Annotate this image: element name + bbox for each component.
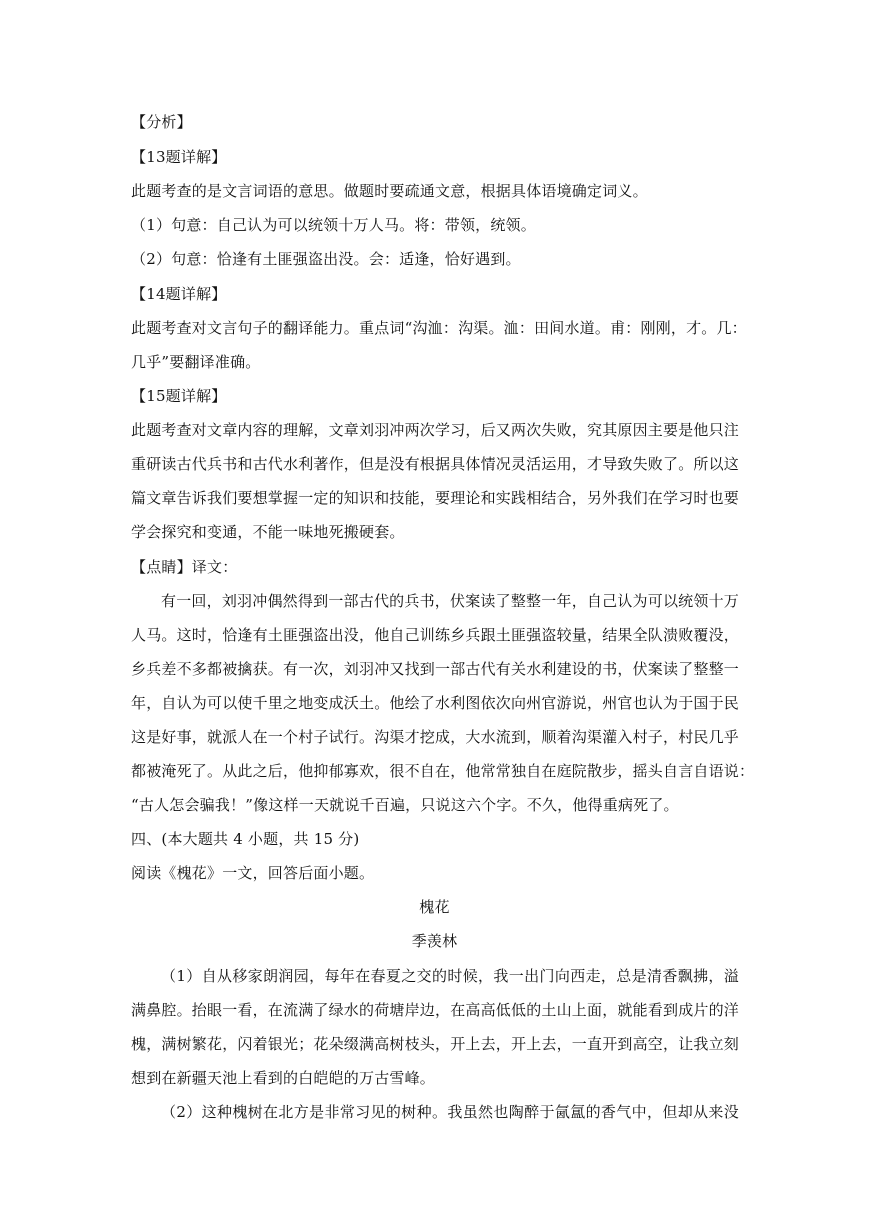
translation-line: 有一回，刘羽冲偶然得到一部古代的兵书，伏案读了整整一年，自己认为可以统领十万 xyxy=(161,592,739,610)
q14-line-1: 此题考查对文言句子的翻译能力。重点词“沟洫：沟渠。洫：田间水道。甫：刚刚，才。几： xyxy=(131,319,747,337)
article-para-1-line: 槐，满树繁花，闪着银光；花朵缀满高树枝头，开上去，开上去，一直开到高空，让我立刻 xyxy=(131,1035,740,1053)
q13-item-2: （2）句意：恰逢有土匪强盗出没。会：适逢，恰好遇到。 xyxy=(131,250,521,268)
article-para-1-line: （1）自从移家朗润园，每年在春夏之交的时候，我一出门向西走，总是清香飘拂，溢 xyxy=(161,967,739,985)
q15-line-2: 重研读古代兵书和古代水利著作，但是没有根据具体情况灵活运用，才导致失败了。所以这 xyxy=(131,455,740,473)
q15-line-3: 篇文章告诉我们要想掌握一定的知识和技能，要理论和实践相结合，另外我们在学习时也要 xyxy=(131,489,740,507)
translation-line: “古人怎会骗我！”像这样一天就说千百遍，只说这六个字。不久，他得重病死了。 xyxy=(131,796,679,814)
translation-heading: 【点睛】译文： xyxy=(131,558,238,576)
q13-heading: 【13题详解】 xyxy=(131,148,227,166)
section-4-heading: 四、(本大题共 4 小题，共 15 分) xyxy=(131,830,360,848)
article-para-1-line: 满鼻腔。抬眼一看，在流满了绿水的荷塘岸边，在高高低低的土山上面，就能看到成片的洋 xyxy=(131,1001,740,1019)
q15-line-4: 学会探究和变通，不能一味地死搬硬套。 xyxy=(131,523,405,541)
q14-line-2: 几乎”要翻译准确。 xyxy=(131,353,261,371)
translation-line: 人马。这时，恰逢有土匪强盗出没，他自己训练乡兵跟土匪强盗较量，结果全队溃败覆没， xyxy=(131,626,740,644)
article-para-1-line: 想到在新疆天池上看到的白皑皑的万古雪峰。 xyxy=(131,1069,436,1087)
article-title: 槐花 xyxy=(419,898,450,916)
translation-line: 年，自认为可以使千里之地变成沃土。他绘了水利图依次向州官游说，州官也认为于国于民 xyxy=(131,694,740,712)
q15-heading: 【15题详解】 xyxy=(131,387,227,405)
reading-instruction: 阅读《槐花》一文，回答后面小题。 xyxy=(131,864,375,882)
article-para-2-line: （2）这种槐树在北方是非常习见的树种。我虽然也陶醉于氤氲的香气中，但却从来没 xyxy=(161,1103,739,1121)
q15-line-1: 此题考查对文章内容的理解，文章刘羽冲两次学习，后又两次失败，究其原因主要是他只注 xyxy=(131,421,740,439)
translation-line: 乡兵差不多都被擒获。有一次，刘羽冲又找到一部古代有关水利建设的书，伏案读了整整一 xyxy=(131,660,740,678)
translation-line: 这是好事，就派人在一个村子试行。沟渠才挖成，大水流到，顺着沟渠灌入村子，村民几乎 xyxy=(131,728,740,746)
q13-intro: 此题考查的是文言词语的意思。做题时要疏通文意，根据具体语境确定词义。 xyxy=(131,182,648,200)
article-author: 季羡林 xyxy=(411,932,458,950)
translation-line: 都被淹死了。从此之后，他抑郁寡欢，很不自在，他常常独自在庭院散步，摇头自言自语说： xyxy=(131,762,755,780)
q13-item-1: （1）句意：自己认为可以统领十万人马。将：带领，统领。 xyxy=(131,216,536,234)
analysis-heading: 【分析】 xyxy=(131,113,192,131)
q14-heading: 【14题详解】 xyxy=(131,285,227,303)
